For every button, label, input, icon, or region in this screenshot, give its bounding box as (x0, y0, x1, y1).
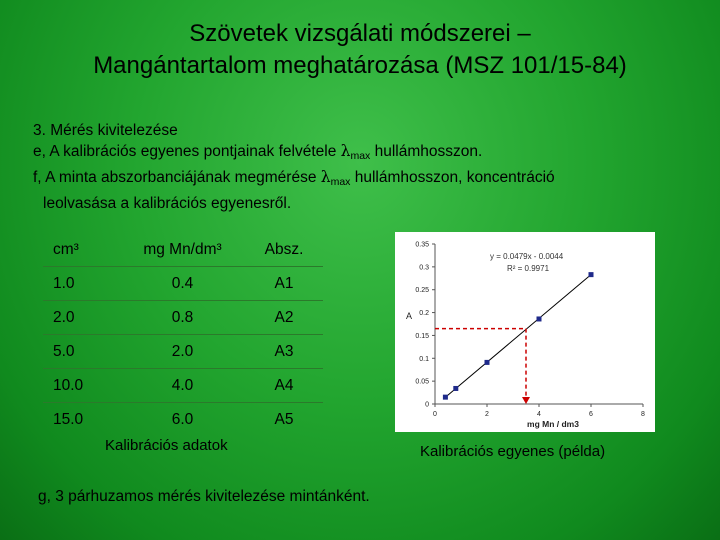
trendline (445, 275, 591, 398)
y-tick-label: 0.3 (419, 264, 429, 272)
y-tick-label: 0.1 (419, 355, 429, 363)
table-row (43, 403, 323, 437)
x-tick-label: 2 (485, 411, 489, 418)
table-cell: 0.4 (120, 267, 245, 301)
table-cell: 4.0 (120, 369, 245, 403)
trendline-r2: R² = 0.9971 (507, 264, 550, 273)
table-row (43, 301, 323, 335)
x-tick-label: 8 (641, 411, 645, 418)
data-point (537, 316, 542, 321)
chart-caption: Kalibrációs egyenes (példa) (420, 443, 606, 460)
data-point (453, 386, 458, 391)
title-line-1: Szövetek vizsgálati módszerei – (189, 20, 531, 47)
step-e (33, 141, 555, 167)
table-header-row (43, 233, 323, 267)
table-cell: 5.0 (43, 335, 120, 369)
step-e-text: e, A kalibrációs egyenes pontjainak felvétele (33, 143, 341, 160)
y-tick-label: 0 (425, 401, 429, 409)
table-header: Absz. (264, 240, 304, 258)
step-heading: 3. Mérés kivitelezése (33, 122, 178, 139)
x-axis-label: mg Mn / dm3 (527, 419, 579, 429)
table-cell: 15.0 (43, 403, 120, 437)
title-line-2: Mangántartalom meghatározása (MSZ 101/15-84) (93, 52, 627, 79)
table-cell: 2.0 (120, 335, 245, 369)
data-point (589, 272, 594, 277)
table-cell: 10.0 (43, 369, 120, 403)
table-cell: A1 (245, 267, 323, 301)
y-tick-label: 0.35 (415, 241, 429, 249)
step-e-text-end: hullámhosszon. (370, 143, 483, 160)
data-point (485, 360, 490, 365)
lambda-symbol: λ (340, 142, 351, 160)
table-cell: 2.0 (43, 301, 120, 335)
table-header: cm³ (53, 240, 79, 258)
y-tick-label: 0.25 (415, 287, 429, 295)
table-row (43, 267, 323, 301)
step-f (33, 167, 555, 193)
calibration-chart (395, 232, 655, 432)
x-tick-label: 4 (537, 411, 541, 418)
body-text (33, 120, 555, 214)
lambda-subscript: max (350, 150, 371, 162)
x-tick-label: 0 (433, 411, 437, 418)
table-row (43, 369, 323, 403)
table-cell: 0.8 (120, 301, 245, 335)
trendline-equation: y = 0.0479x - 0.0044 (490, 252, 564, 261)
table-cell: A3 (245, 335, 323, 369)
y-axis-label: A (406, 311, 413, 321)
footer-note: g, 3 párhuzamos mérés kivitelezése mintánként. (38, 488, 370, 505)
calibration-table (43, 233, 323, 436)
table-cell: 6.0 (120, 403, 245, 437)
table-cell: A2 (245, 301, 323, 335)
table-row (43, 335, 323, 369)
page-title (0, 18, 720, 82)
y-tick-label: 0.05 (415, 378, 429, 386)
lambda-symbol: λ (320, 168, 331, 186)
table-cell: 1.0 (43, 267, 120, 301)
step-f-text-end: hullámhosszon, koncentráció (350, 169, 555, 186)
y-tick-label: 0.15 (415, 332, 429, 340)
data-point (443, 395, 448, 400)
table-cell: A5 (245, 403, 323, 437)
readout-arrow (522, 397, 530, 404)
step-f-continued: leolvasása a kalibrációs egyenesről. (43, 195, 292, 212)
step-f-text: f, A minta abszorbanciájának megmérése (33, 169, 321, 186)
table-cell: A4 (245, 369, 323, 403)
lambda-subscript: max (330, 176, 351, 188)
chart-svg (395, 232, 655, 432)
table-header: mg Mn/dm³ (143, 240, 222, 258)
y-tick-label: 0.2 (419, 310, 429, 318)
x-tick-label: 6 (589, 411, 593, 418)
table-caption: Kalibrációs adatok (105, 437, 228, 454)
